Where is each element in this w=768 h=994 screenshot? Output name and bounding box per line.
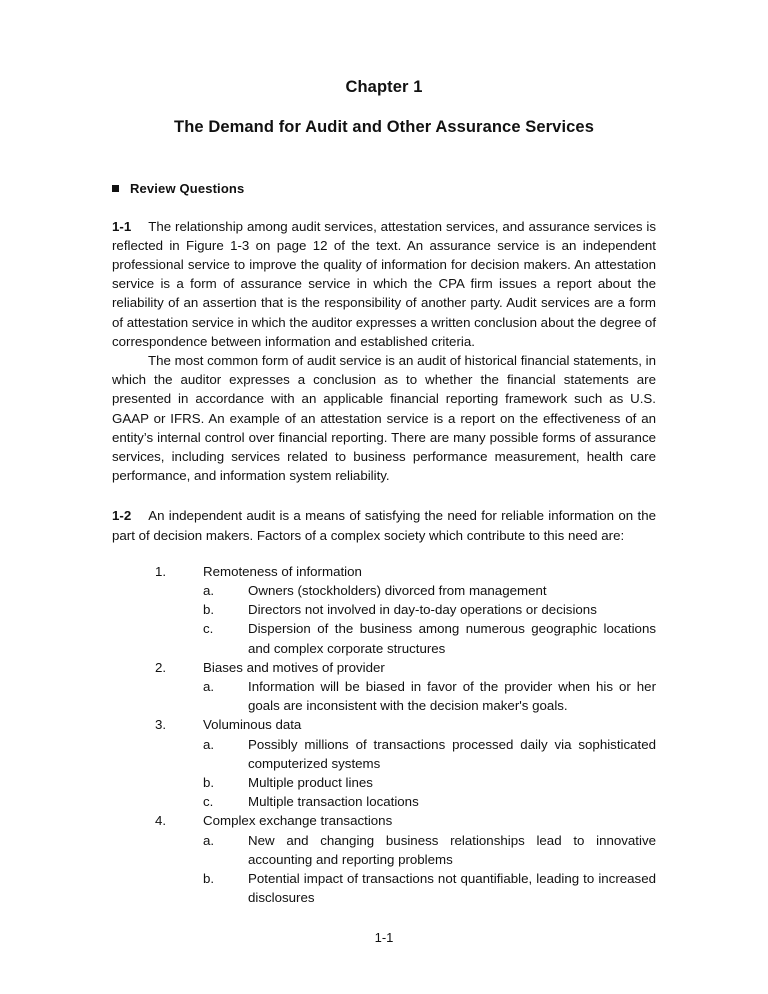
outline-item (112, 715, 656, 734)
outline-marker: c. (203, 621, 214, 637)
outline-marker: a. (203, 832, 215, 848)
outline-text: Multiple transaction locations (248, 794, 419, 810)
question-paragraph: The most common form of audit service is an audit of historical financial statements, in which the auditor expresses a conclusion as to whether the financial statements are presented in accordance with an applicable financial reporting framework such as U.S. GAAP or IFRS. An example of an attestation service is a report on the effectiveness of an entity’s internal control over financial reporting. There are many possible forms of assurance services, including services related to business performance measurement, health care performance, and information system reliability. (112, 353, 656, 484)
outline-marker: 3. (155, 717, 167, 733)
question-paragraph (112, 217, 656, 351)
outline-text: Dispersion of the business among numerous geographic locations and complex corporate structures (248, 621, 656, 656)
question-text: An independent audit is a means of satisfying the need for reliable information on the part of decision makers. Factors of a complex society which contribute to this need are: (112, 508, 656, 543)
outline-text: Directors not involved in day-to-day operations or decisions (248, 602, 597, 618)
chapter-subtitle: The Demand for Audit and Other Assurance Services (174, 117, 594, 136)
outline-marker: a. (203, 583, 215, 599)
outline-marker: 1. (155, 563, 167, 579)
outline-marker: a. (203, 679, 215, 695)
outline-subitem (112, 773, 656, 792)
question-number: 1-1 (112, 218, 132, 234)
page-footer (0, 930, 768, 946)
question-block-1-2 (112, 485, 656, 544)
outline-subitem (112, 600, 656, 619)
outline-text: Potential impact of transactions not quantifiable, leading to increased disclosures (248, 871, 656, 906)
chapter-title: Chapter 1 (345, 78, 423, 96)
outline-text: New and changing business relationships lead to innovative accounting and reporting problems (248, 832, 656, 867)
outline-subitem (112, 792, 656, 811)
outline-subitem (112, 831, 656, 869)
outline-marker: b. (203, 871, 215, 887)
outline-text: Voluminous data (203, 717, 302, 733)
outline-text: Multiple product lines (248, 775, 373, 791)
outline-list (112, 545, 656, 908)
outline-subitem (112, 581, 656, 600)
question-block-1-1 (112, 196, 656, 486)
outline-marker: 2. (155, 659, 167, 675)
section-heading-label: Review Questions (130, 180, 245, 196)
section-heading (112, 138, 656, 196)
question-number: 1-2 (112, 508, 132, 524)
outline-text: Possibly millions of transactions processed daily via sophisticated computerized systems (248, 736, 656, 771)
outline-subitem (112, 677, 656, 715)
outline-marker: a. (203, 736, 215, 752)
filled-square-bullet-icon (112, 185, 119, 192)
outline-subitem (112, 619, 656, 657)
outline-text: Complex exchange transactions (203, 813, 393, 829)
outline-marker: c. (203, 794, 214, 810)
question-text: The relationship among audit services, attestation services, and assurance services is reflected in Figure 1-3 on page 12 of the text. An assurance service is an independent professional service to improve the quality of information for decision makers. An attestation service is a form of assurance service in which the CPA firm issues a report about the reliability of an assertion that is the responsibility of another party. Audit services are a form of attestation service in which the auditor expresses a written conclusion about the degree of correspondence between information and established criteria. (112, 218, 657, 349)
outline-text: Information will be biased in favor of the provider when his or her goals are inconsistent with the decision maker's goals. (248, 679, 656, 714)
outline-marker: b. (203, 602, 215, 618)
outline-marker: b. (203, 775, 215, 791)
document-content (112, 0, 656, 908)
outline-item (112, 562, 656, 581)
outline-marker: 4. (155, 813, 167, 829)
outline-subitem (112, 869, 656, 907)
outline-text: Biases and motives of provider (203, 659, 385, 675)
outline-text: Owners (stockholders) divorced from management (248, 583, 547, 599)
outline-item (112, 811, 656, 830)
question-paragraph (112, 506, 656, 544)
outline-text: Remoteness of information (203, 563, 362, 579)
page-number: 1-1 (374, 930, 394, 945)
outline-item (112, 658, 656, 677)
outline-subitem (112, 735, 656, 773)
